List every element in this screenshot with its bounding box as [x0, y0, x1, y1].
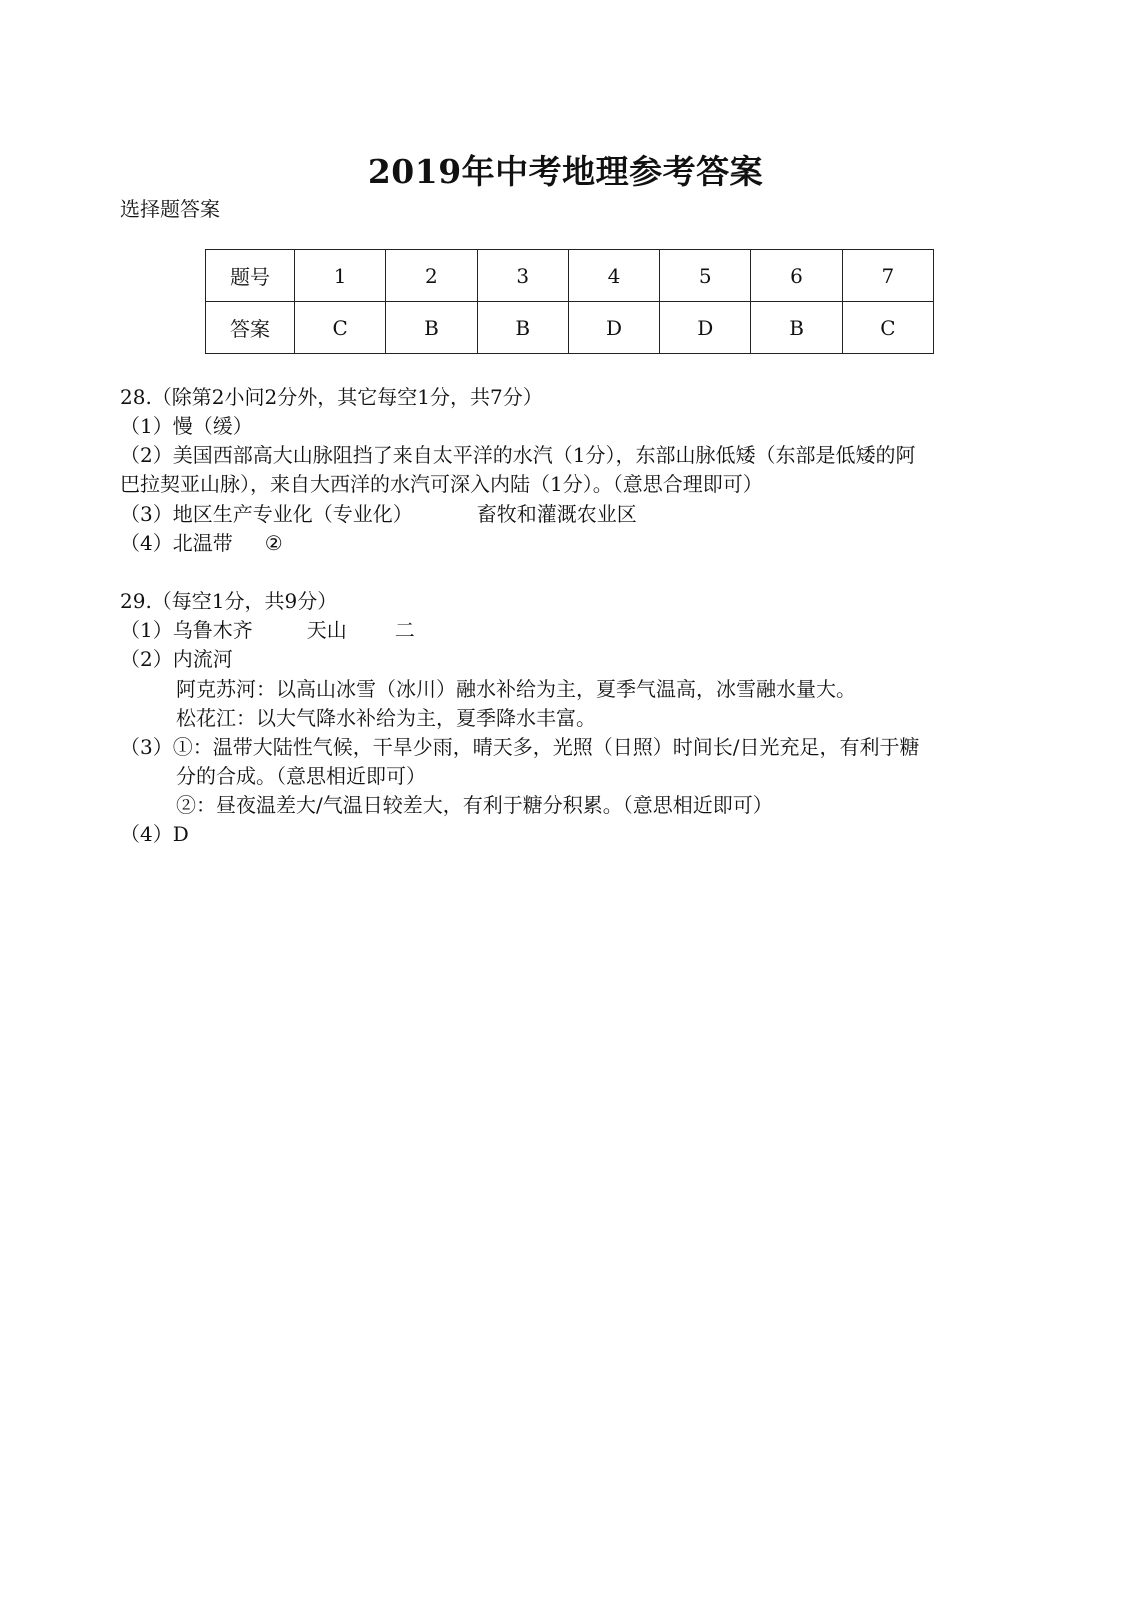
- q28-answer-2-line2: 巴拉契亚山脉），来自大西洋的水汽可深入内陆（1分）。（意思合理即可）: [120, 472, 763, 496]
- q28-heading: 28.（除第2小问2分外，其它每空1分，共7分）: [120, 385, 543, 409]
- q29-answer-4: （4）D: [120, 822, 189, 846]
- q28-answer-4: [120, 529, 283, 557]
- q29-answer-1-part1: （1）乌鲁木齐: [120, 618, 253, 642]
- answer-cell: B: [751, 302, 842, 354]
- question-number-cell: 2: [386, 250, 477, 302]
- q28-answer-3-part2: 畜牧和灌溉农业区: [476, 502, 637, 526]
- section-label: 选择题答案: [120, 197, 220, 221]
- q29-answer-1-part3: 二: [394, 618, 415, 642]
- answer-cell: C: [295, 302, 386, 354]
- question-number-cell: 4: [568, 250, 659, 302]
- q28-answer-1: （1）慢（缓）: [120, 414, 253, 438]
- q28-answer-3-part1: （3）地区生产专业化（专业化）: [120, 502, 413, 526]
- question-number-cell: 6: [751, 250, 842, 302]
- q29-heading: 29.（每空1分，共9分）: [120, 589, 338, 613]
- answer-cell: D: [568, 302, 659, 354]
- row-header-number: 题号: [206, 250, 295, 302]
- q29-answer-2-line3: 松花江：以大气降水补给为主，夏季降水丰富。: [176, 706, 596, 730]
- q29-answer-3-line3: ②：昼夜温差大/气温日较差大，有利于糖分积累。（意思相近即可）: [176, 793, 773, 817]
- q28-answer-4-part2: ②: [264, 531, 283, 555]
- q29-answer-3-line1: （3）①：温带大陆性气候，干旱少雨，晴天多，光照（日照）时间长/日光充足，有利于糖: [120, 735, 920, 759]
- question-number-cell: 1: [295, 250, 386, 302]
- q28-answer-2-line1: （2）美国西部高大山脉阻挡了来自太平洋的水汽（1分），东部山脉低矮（东部是低矮的阿: [120, 443, 916, 467]
- q29-answer-2: （2）内流河: [120, 647, 233, 671]
- table-row: [206, 302, 934, 354]
- table-row: [206, 250, 934, 302]
- page-title: 2019年中考地理参考答案: [367, 152, 764, 191]
- q28-answer-3: [120, 500, 637, 528]
- answer-cell: B: [386, 302, 477, 354]
- question-number-cell: 7: [842, 250, 933, 302]
- question-number-cell: 3: [477, 250, 568, 302]
- q29-answer-3-line2: 分的合成。（意思相近即可）: [176, 764, 426, 788]
- answer-table: [205, 249, 934, 354]
- answer-cell: C: [842, 302, 933, 354]
- q29-answer-1-part2: 天山: [306, 618, 347, 642]
- row-header-answer: 答案: [206, 302, 295, 354]
- question-number-cell: 5: [660, 250, 751, 302]
- q29-answer-1: [120, 616, 415, 644]
- answer-cell: B: [477, 302, 568, 354]
- answer-cell: D: [660, 302, 751, 354]
- q28-answer-4-part1: （4）北温带: [120, 531, 233, 555]
- q29-answer-2-line2: 阿克苏河：以高山冰雪（冰川）融水补给为主，夏季气温高，冰雪融水量大。: [176, 677, 856, 701]
